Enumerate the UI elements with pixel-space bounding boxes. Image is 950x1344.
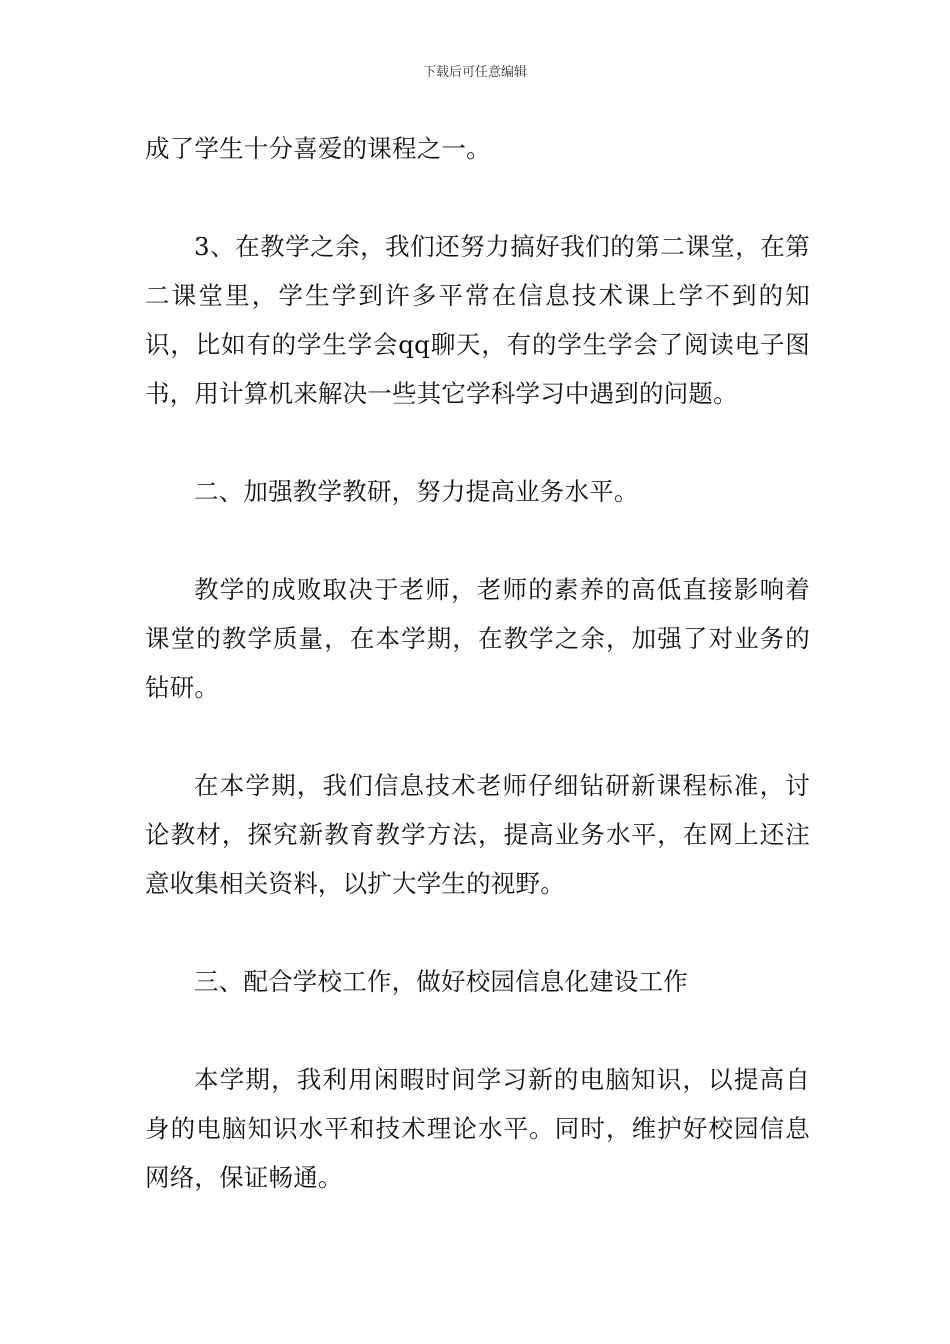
section-heading-2: 二、加强教学教研，努力提高业务水平。 [194, 477, 639, 506]
paragraph-curriculum-study: 在本学期，我们信息技术老师仔细钻研新课程标准，讨论教材，探究新教育教学方法，提高业务水平，在网上还注意收集相关资料，以扩大学生的视野。 [145, 771, 810, 898]
paragraph-network-maintenance: 本学期，我利用闲暇时间学习新的电脑知识，以提高自身的电脑知识水平和技术理论水平。同时，维护好校园信息网络，保证畅通。 [145, 1065, 810, 1192]
page-header: 下载后可任意编辑 [422, 65, 527, 80]
section-heading-3: 三、配合学校工作，做好校园信息化建设工作 [194, 967, 688, 996]
paragraph-continuation: 成了学生十分喜爱的课程之一。 [145, 134, 491, 163]
paragraph-teaching-quality: 教学的成败取决于老师，老师的素养的高低直接影响着课堂的教学质量，在本学期，在教学之余，加强了对业务的钻研。 [145, 575, 810, 702]
paragraph-item-3: 3、在教学之余，我们还努力搞好我们的第二课堂，在第二课堂里，学生学到许多平常在信息技术课上学不到的知识，比如有的学生学会qq聊天，有的学生学会了阅读电子图书，用计算机来解决一些其它学科学习中遇到的问题。 [145, 232, 810, 408]
document-body [145, 124, 810, 1251]
